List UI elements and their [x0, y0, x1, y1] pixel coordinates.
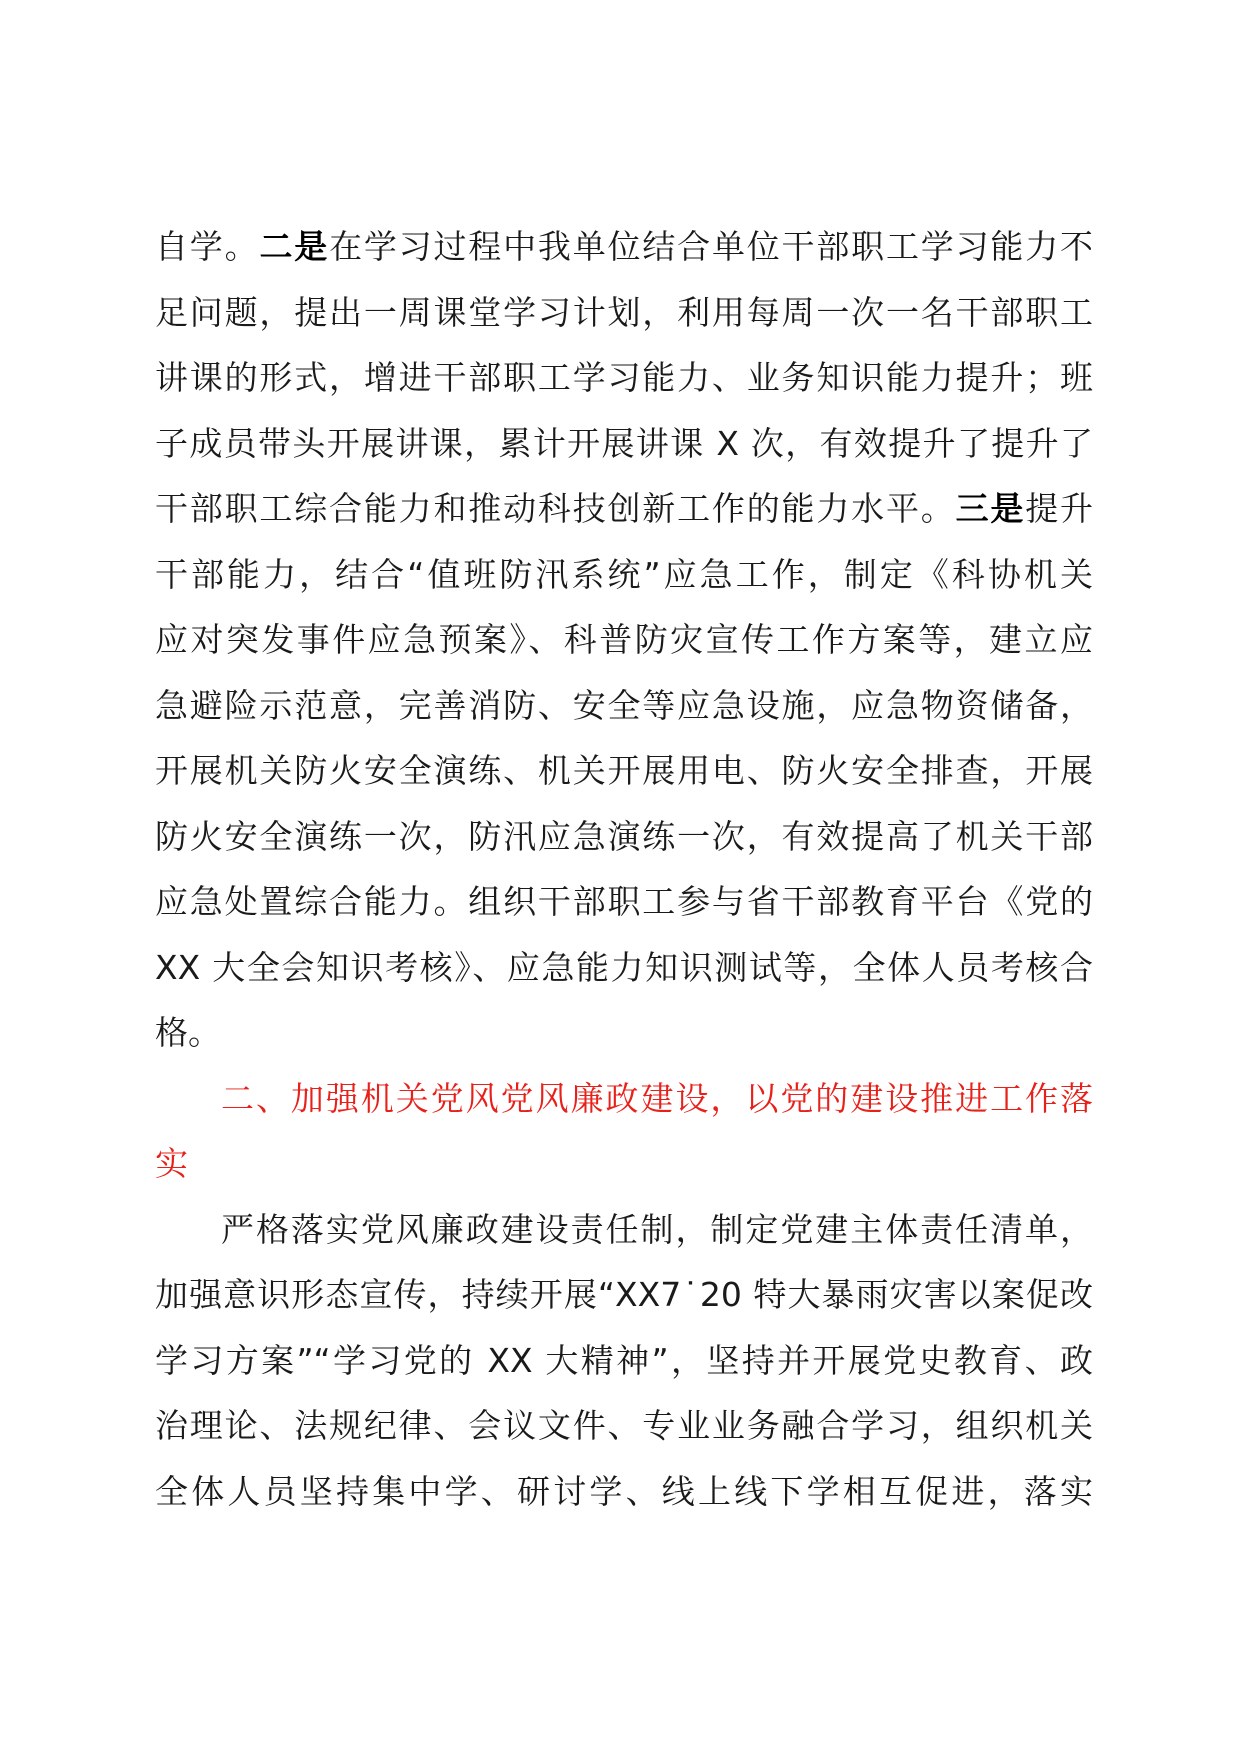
bold-keyword: 二是 [259, 227, 330, 266]
text-line: 加强意识形态宣传，持续开展“XX7˙20 特大暴雨灾害以案促改 [155, 1275, 1093, 1314]
text-segment: 干部职工综合能力和推动科技创新工作的能力水平。 [155, 489, 956, 528]
heading-line: 实 [155, 1144, 188, 1183]
text-line: 治理论、法规纪律、会议文件、专业业务融合学习，组织机关 [155, 1406, 1093, 1445]
text-line: XX 大全会知识考核》、应急能力知识测试等，全体人员考核合 [155, 947, 1093, 987]
text-line: 学习方案”“学习党的 XX 大精神”，坚持并开展党史教育、政 [155, 1340, 1093, 1380]
text-line: 开展机关防火安全演练、机关开展用电、防火安全排查，开展 [155, 751, 1093, 790]
text-line: 格。 [155, 1013, 221, 1052]
text-line: 干部能力，结合“值班防汛系统”应急工作，制定《科协机关 [155, 554, 1093, 594]
text-line: 防火安全演练一次，防汛应急演练一次，有效提高了机关干部 [155, 816, 1093, 856]
text-line [155, 476, 1093, 542]
text-line: 讲课的形式，增进干部职工学习能力、业务知识能力提升；班 [155, 358, 1093, 397]
text-line: 应对突发事件应急预案》、科普防灾宣传工作方案等，建立应 [155, 620, 1093, 659]
text-line: 足问题，提出一周课堂学习计划，利用每周一次一名干部职工 [155, 292, 1093, 332]
paragraph-1 [155, 214, 1093, 1066]
text-line: 应急处置综合能力。组织干部职工参与省干部教育平台《党的 [155, 882, 1093, 921]
document-page [155, 214, 1093, 1524]
text-line: 严格落实党风廉政建设责任制，制定党建主体责任清单， [221, 1209, 1093, 1249]
section-heading [155, 1066, 1093, 1197]
text-line [155, 214, 1093, 280]
bold-keyword: 三是 [955, 489, 1026, 528]
text-segment: 在学习过程中我单位结合单位干部职工学习能力不 [329, 227, 1094, 266]
heading-line: 二、加强机关党风党风廉政建设，以党的建设推进工作落 [221, 1078, 1093, 1118]
text-segment: 自学。 [155, 227, 260, 266]
paragraph-2 [155, 1197, 1093, 1525]
text-line: 子成员带头开展讲课，累计开展讲课 X 次，有效提升了提升了 [155, 423, 1093, 463]
text-line: 急避险示范意，完善消防、安全等应急设施，应急物资储备， [155, 685, 1093, 725]
text-segment: 提升 [1025, 489, 1094, 528]
text-line: 全体人员坚持集中学、研讨学、线上线下学相互促进，落实 [155, 1471, 1093, 1511]
